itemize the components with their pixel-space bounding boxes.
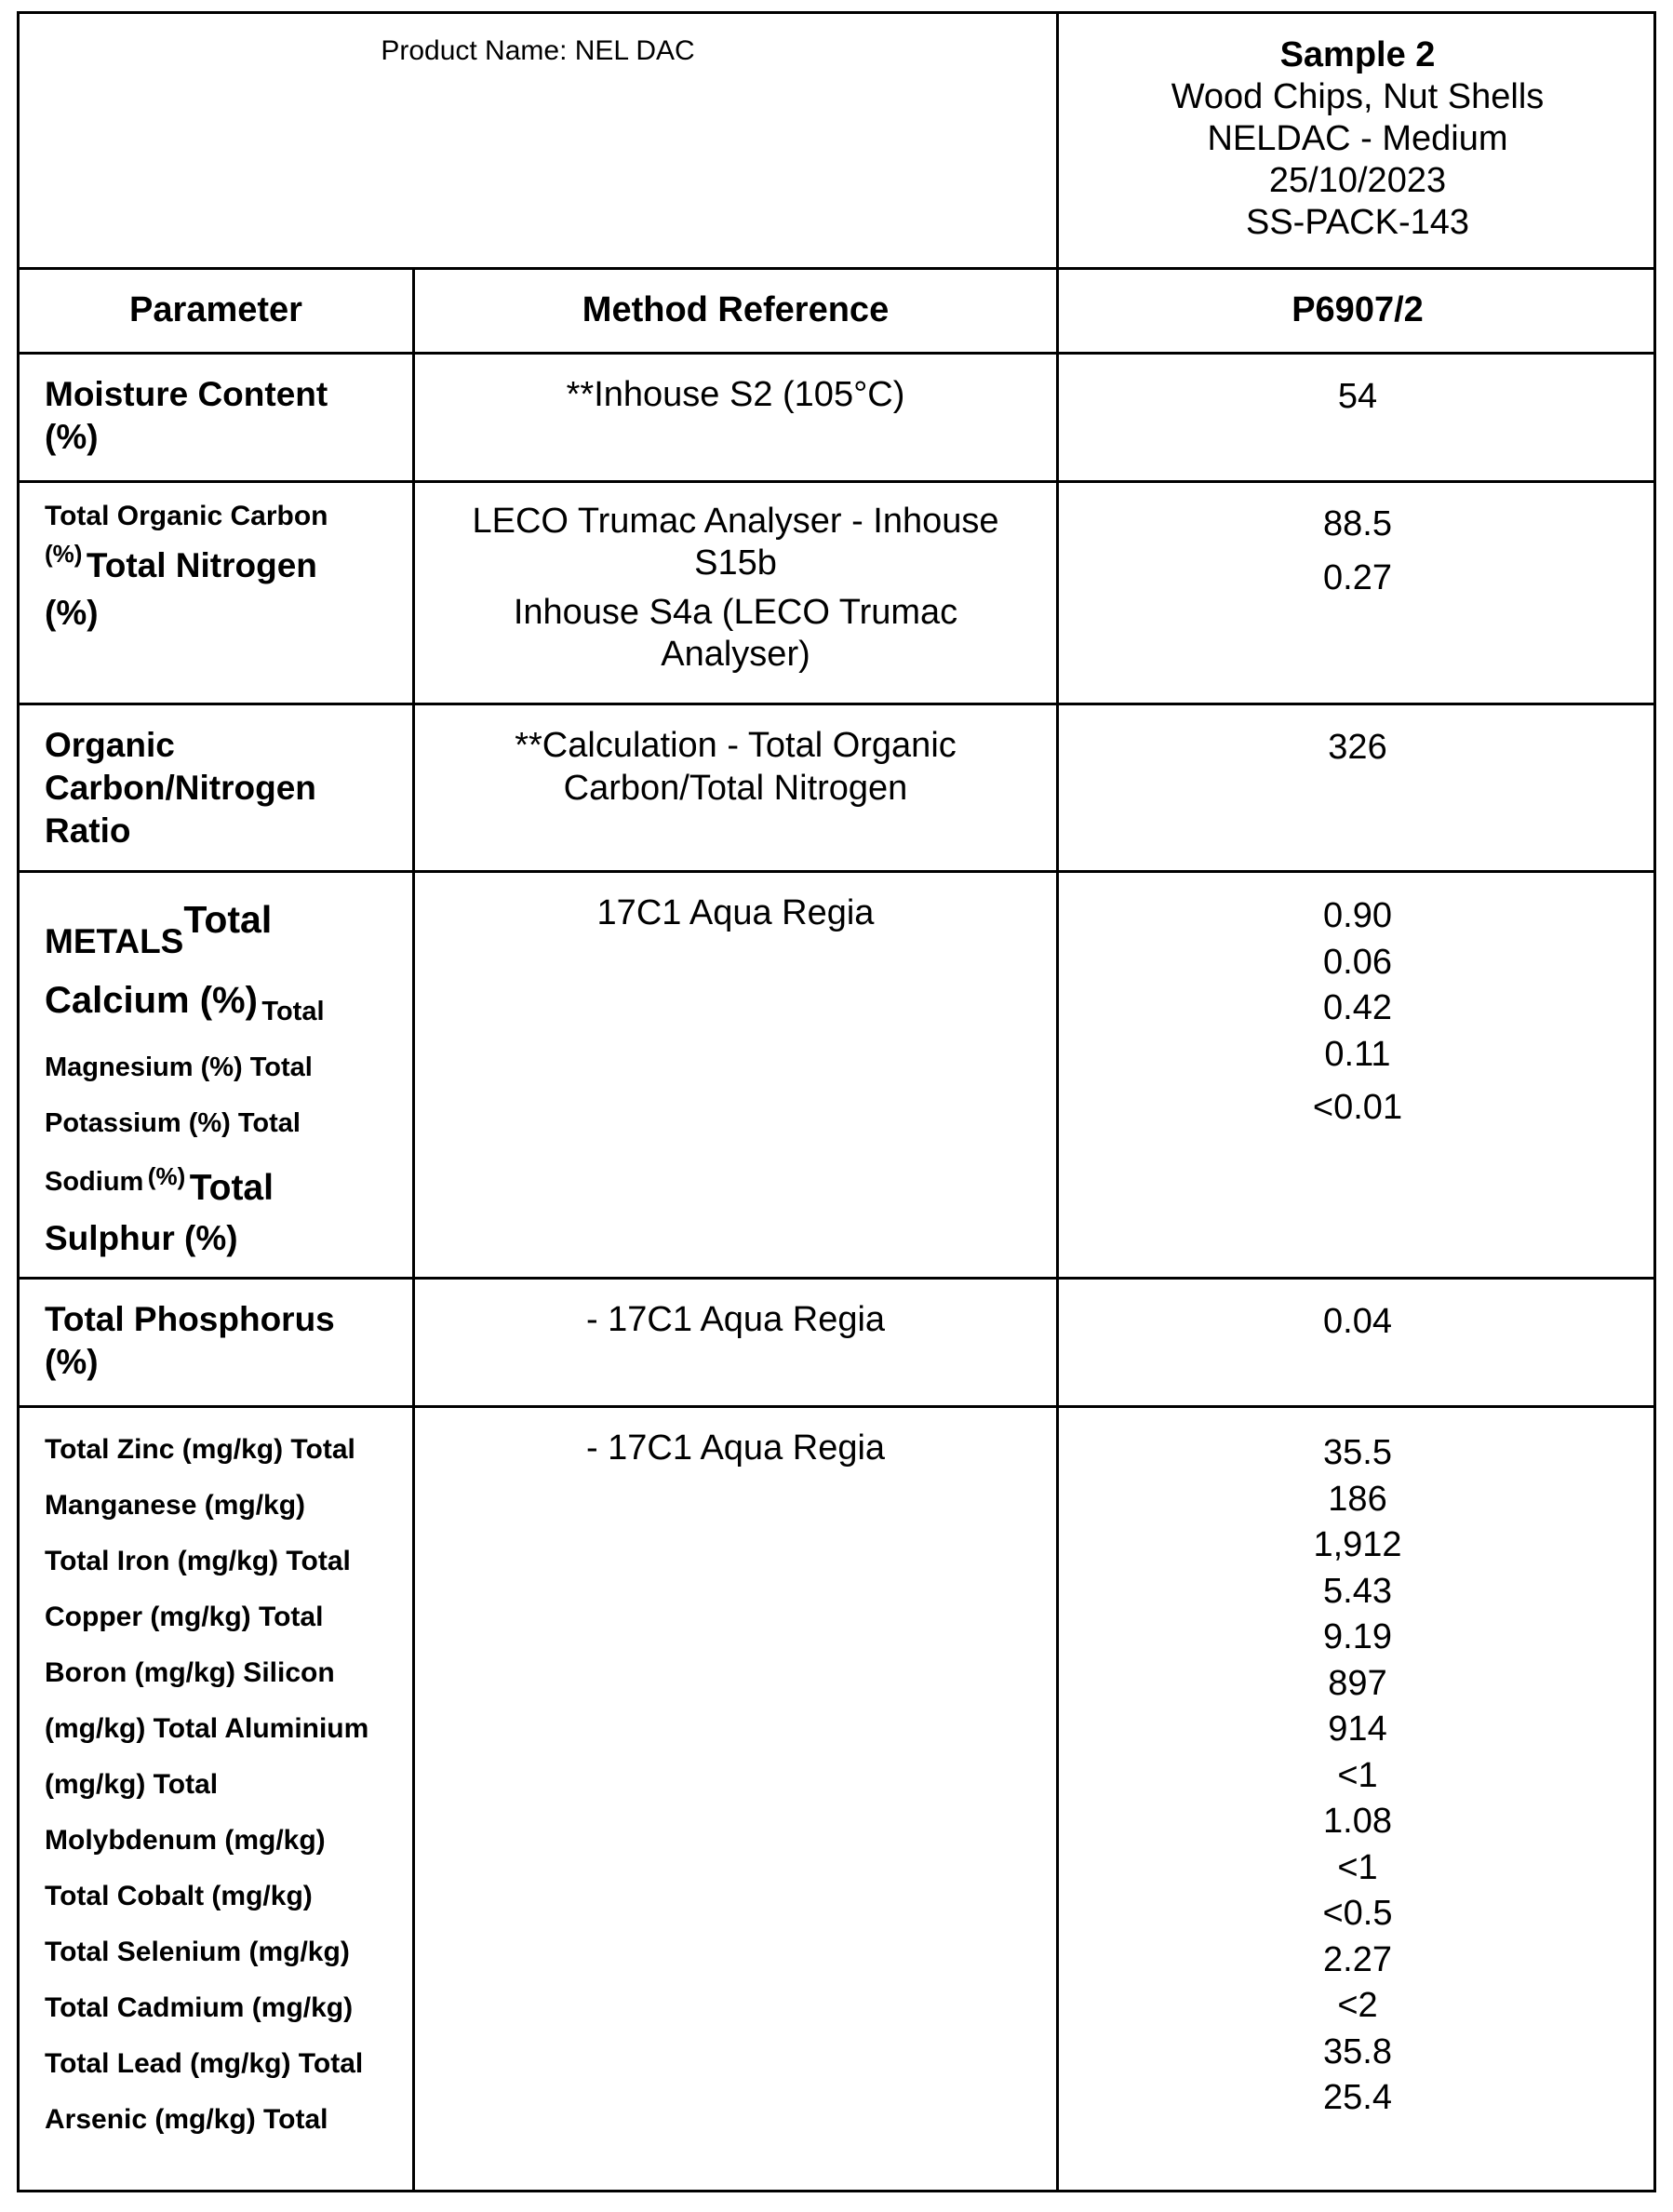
value-total-nitrogen: 0.27 [1323,558,1392,597]
value-boron: 9.19 [1323,1617,1392,1656]
value-aluminium: 914 [1328,1709,1387,1749]
param-carbon-nitrogen [45,500,408,634]
param-line: Total Cadmium (mg/kg) [45,1992,354,2023]
method-line: LECO Trumac Analyser - Inhouse [472,502,999,541]
param-line: (%) [45,1343,99,1381]
col-header-sample-id: P6907/2 [1292,290,1424,329]
method-carbon-nitrogen [415,501,1056,676]
param-line [45,972,409,1039]
value-moisture: 54 [1337,377,1378,416]
values-metals [1059,893,1656,1132]
param-label: Total Nitrogen [86,546,317,584]
param-line: (%) [45,418,99,456]
value-molybdenum: <1 [1337,1755,1378,1795]
param-line [45,1151,409,1214]
param-line: Total Lead (mg/kg) Total [45,2048,364,2079]
value-trace-extra: 35.8 [1323,2031,1392,2071]
value-cn-ratio: 326 [1328,728,1387,767]
method-line: S15b [694,543,777,583]
param-line: Total Phosphorus [45,1300,335,1338]
method-line: Analyser) [661,635,810,674]
method-line: **Calculation - Total Organic [515,726,957,765]
sample-title: Sample 2 [1279,35,1436,74]
param-label: Total [261,997,325,1026]
param-line: Molybdenum (mg/kg) [45,1825,326,1856]
sample-code: SS-PACK-143 [1245,203,1470,242]
param-moisture [45,373,408,459]
param-line: Total Iron (mg/kg) Total [45,1546,351,1576]
param-line: Carbon/Nitrogen [45,769,316,807]
method-moisture: **Inhouse S2 (105°C) [566,375,905,414]
param-line: Boron (mg/kg) Silicon [45,1657,335,1688]
param-line [45,896,409,965]
method-phosphorus: - 17C1 Aqua Regia [585,1300,886,1339]
value-carbon-nitrogen [1059,503,1656,599]
param-line: Magnesium (%) Total [45,1052,313,1082]
product-name: Product Name: NEL DAC [381,35,695,66]
param-line: Sulphur (%) [45,1219,238,1257]
value-cobalt: 1.08 [1323,1802,1392,1841]
sample-product: NELDAC - Medium [1207,119,1508,158]
value-calcium: 0.90 [1323,896,1392,935]
param-line: Arsenic (mg/kg) Total [45,2104,328,2135]
row-divider [20,267,1653,270]
value-silicon: 897 [1328,1663,1387,1703]
row-divider [20,480,1653,483]
method-line: Inhouse S4a (LECO Trumac [513,593,958,632]
method-line: Carbon/Total Nitrogen [563,769,908,808]
row-divider [20,1277,1653,1280]
param-line: Moisture Content [45,375,328,413]
values-trace-elements [1059,1430,1656,2122]
col-header-method: Method Reference [582,290,890,329]
value-total-organic-carbon: 88.5 [1323,504,1392,543]
param-trace-elements [45,1422,409,2148]
results-table [17,11,1656,2192]
value-sulphur: <0.01 [1312,1088,1403,1127]
unit-label: (%) [45,540,83,568]
param-line: (mg/kg) Total Aluminium [45,1713,369,1744]
sample-date: 25/10/2023 [1268,161,1447,200]
param-line [45,540,408,593]
param-line: Ratio [45,811,131,850]
param-line: Total Selenium (mg/kg) [45,1937,350,1967]
row-divider [20,703,1653,705]
value-arsenic: <2 [1337,1986,1378,2025]
metals-heading: METALS [45,922,184,960]
param-phosphorus [45,1298,408,1384]
col-header-parameter: Parameter [129,290,302,329]
value-iron: 1,912 [1313,1525,1402,1564]
param-metals [45,896,409,1263]
param-label: Total [189,1168,274,1208]
method-trace-elements: - 17C1 Aqua Regia [585,1428,886,1468]
param-label: Calcium (%) [45,980,258,1021]
value-trace-extra: 25.4 [1323,2078,1392,2117]
value-cadmium: <0.5 [1322,1894,1393,1933]
value-copper: 5.43 [1323,1571,1392,1611]
param-line: (%) [45,594,99,632]
value-sodium: 0.11 [1324,1034,1391,1074]
value-manganese: 186 [1328,1479,1387,1519]
param-line: Total Cobalt (mg/kg) [45,1881,313,1911]
param-line: Copper (mg/kg) Total [45,1602,324,1632]
value-selenium: <1 [1337,1847,1378,1887]
param-line: Total Organic Carbon [45,501,328,531]
value-zinc: 35.5 [1323,1433,1392,1472]
method-cn-ratio [415,724,1056,810]
value-potassium: 0.42 [1323,988,1392,1027]
sample-info [1059,34,1656,244]
param-cn-ratio [45,724,408,852]
value-lead: 2.27 [1323,1939,1392,1979]
row-divider [20,870,1653,873]
param-line: Manganese (mg/kg) [45,1490,306,1521]
param-line: Organic [45,726,175,764]
param-line: (mg/kg) Total [45,1769,219,1800]
param-line: Potassium (%) Total [45,1108,301,1138]
param-label: Total [183,898,273,941]
param-label: Sodium [45,1167,144,1197]
method-metals: 17C1 Aqua Regia [596,893,875,932]
sample-type: Wood Chips, Nut Shells [1171,77,1545,116]
param-line: Total Zinc (mg/kg) Total [45,1434,355,1465]
value-phosphorus: 0.04 [1323,1302,1392,1341]
row-divider [20,352,1653,355]
row-divider [20,1405,1653,1408]
unit-label: (%) [147,1162,186,1190]
value-magnesium: 0.06 [1323,942,1392,982]
